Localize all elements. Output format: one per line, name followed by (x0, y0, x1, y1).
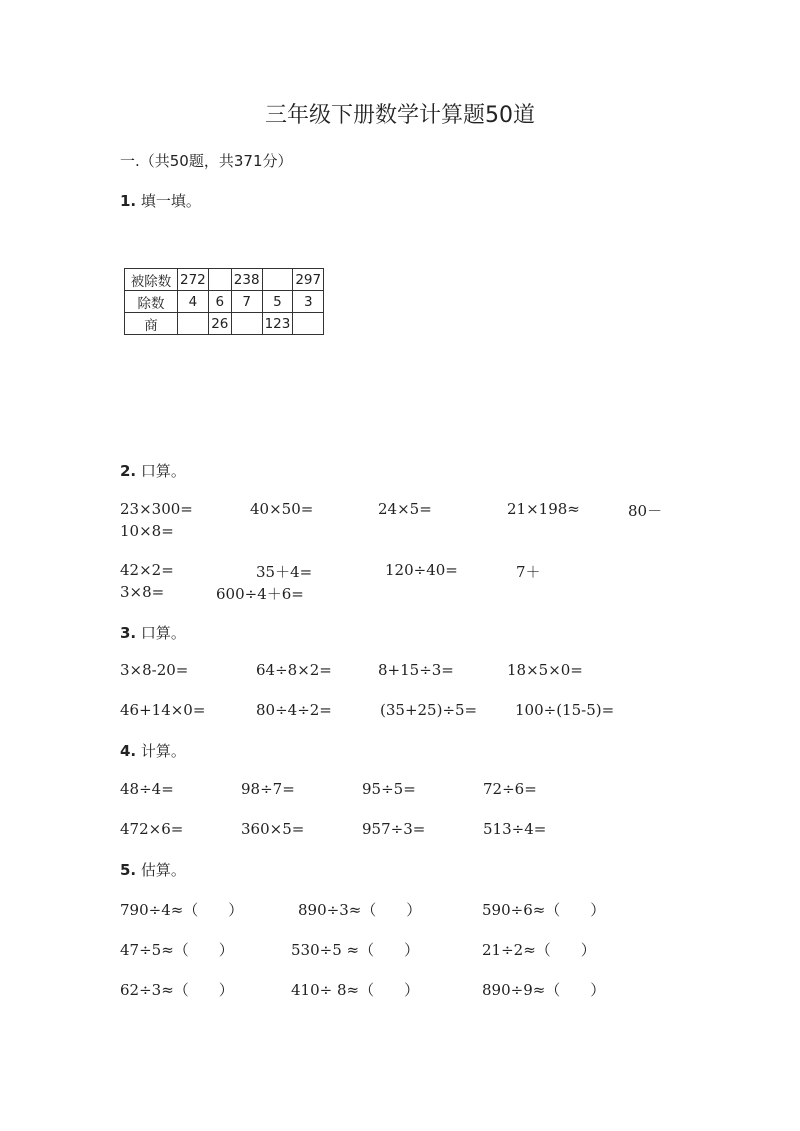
problem: 3×8-20= (120, 661, 189, 679)
table-cell: 5 (262, 291, 293, 313)
table-row (125, 291, 324, 313)
question-number: 1. (120, 192, 137, 210)
row-header: 商 (125, 313, 178, 335)
table-cell: 297 (293, 269, 324, 291)
problem: 42×2= (120, 561, 174, 579)
table-row (125, 269, 324, 291)
problem: 21×198≈ (507, 500, 580, 518)
problem: 80÷4÷2= (256, 701, 332, 719)
problem: 72÷6= (483, 780, 537, 798)
table-cell: 7 (231, 291, 262, 313)
problem: 10×8= (120, 522, 174, 540)
table-cell: 4 (178, 291, 209, 313)
table-cell: 6 (208, 291, 231, 313)
problem: 600÷4＋6= (216, 585, 304, 603)
problem: 21÷2≈（ ） (482, 941, 596, 959)
problem: 40×50= (250, 500, 314, 518)
problem: 35＋4= (256, 563, 313, 581)
problem: 890÷9≈（ ） (482, 981, 606, 999)
question-number: 4. (120, 742, 137, 760)
problem: 18×5×0= (507, 661, 583, 679)
question-instruction: 估算。 (140, 861, 186, 879)
question-number: 5. (120, 861, 137, 879)
problem: 62÷3≈（ ） (120, 981, 234, 999)
problem: 98÷7= (241, 780, 295, 798)
section-header: 一.（共50题，共371分） (120, 152, 293, 170)
problem: 100÷(15-5)= (515, 701, 615, 719)
row-header: 被除数 (125, 269, 178, 291)
problem: 120÷40= (385, 561, 458, 579)
problem: 95÷5= (362, 780, 416, 798)
problem: 360×5= (241, 820, 305, 838)
problem: 513÷4= (483, 820, 547, 838)
problem: 47÷5≈（ ） (120, 941, 234, 959)
question-instruction: 口算。 (140, 462, 186, 480)
table-cell: 3 (293, 291, 324, 313)
problem: (35+25)÷5= (380, 701, 478, 719)
problem: 890÷3≈（ ） (298, 901, 422, 919)
table-cell: 123 (262, 313, 293, 335)
problem: 46+14×0= (120, 701, 206, 719)
question-5-heading (120, 859, 186, 880)
question-1-heading (120, 190, 201, 211)
table-cell: 26 (208, 313, 231, 335)
table-cell (293, 313, 324, 335)
problem: 957÷3= (362, 820, 426, 838)
problem: 590÷6≈（ ） (482, 901, 606, 919)
row-header: 除数 (125, 291, 178, 313)
problem: 23×300= (120, 500, 193, 518)
problem: 410÷ 8≈（ ） (291, 981, 420, 999)
table-cell (178, 313, 209, 335)
problem: 8+15÷3= (378, 661, 454, 679)
problem: 24×5= (378, 500, 432, 518)
fill-in-table (124, 268, 324, 335)
question-3-heading (120, 622, 186, 643)
table-cell (231, 313, 262, 335)
problem: 472×6= (120, 820, 184, 838)
problem: 790÷4≈（ ） (120, 901, 244, 919)
question-number: 2. (120, 462, 137, 480)
problem: 7＋ (516, 563, 541, 581)
table-cell (208, 269, 231, 291)
problem: 64÷8×2= (256, 661, 332, 679)
problem: 80－ (628, 502, 663, 520)
table-cell: 238 (231, 269, 262, 291)
question-2-heading (120, 460, 186, 481)
problem: 3×8= (120, 583, 165, 601)
question-instruction: 填一填。 (140, 192, 201, 210)
problem: 530÷5 ≈（ ） (291, 941, 420, 959)
question-number: 3. (120, 624, 137, 642)
table-cell: 272 (178, 269, 209, 291)
question-4-heading (120, 740, 186, 761)
page-title: 三年级下册数学计算题50道 (265, 103, 535, 128)
table-row (125, 313, 324, 335)
question-instruction: 口算。 (140, 624, 186, 642)
question-instruction: 计算。 (140, 742, 186, 760)
table-cell (262, 269, 293, 291)
problem: 48÷4= (120, 780, 174, 798)
